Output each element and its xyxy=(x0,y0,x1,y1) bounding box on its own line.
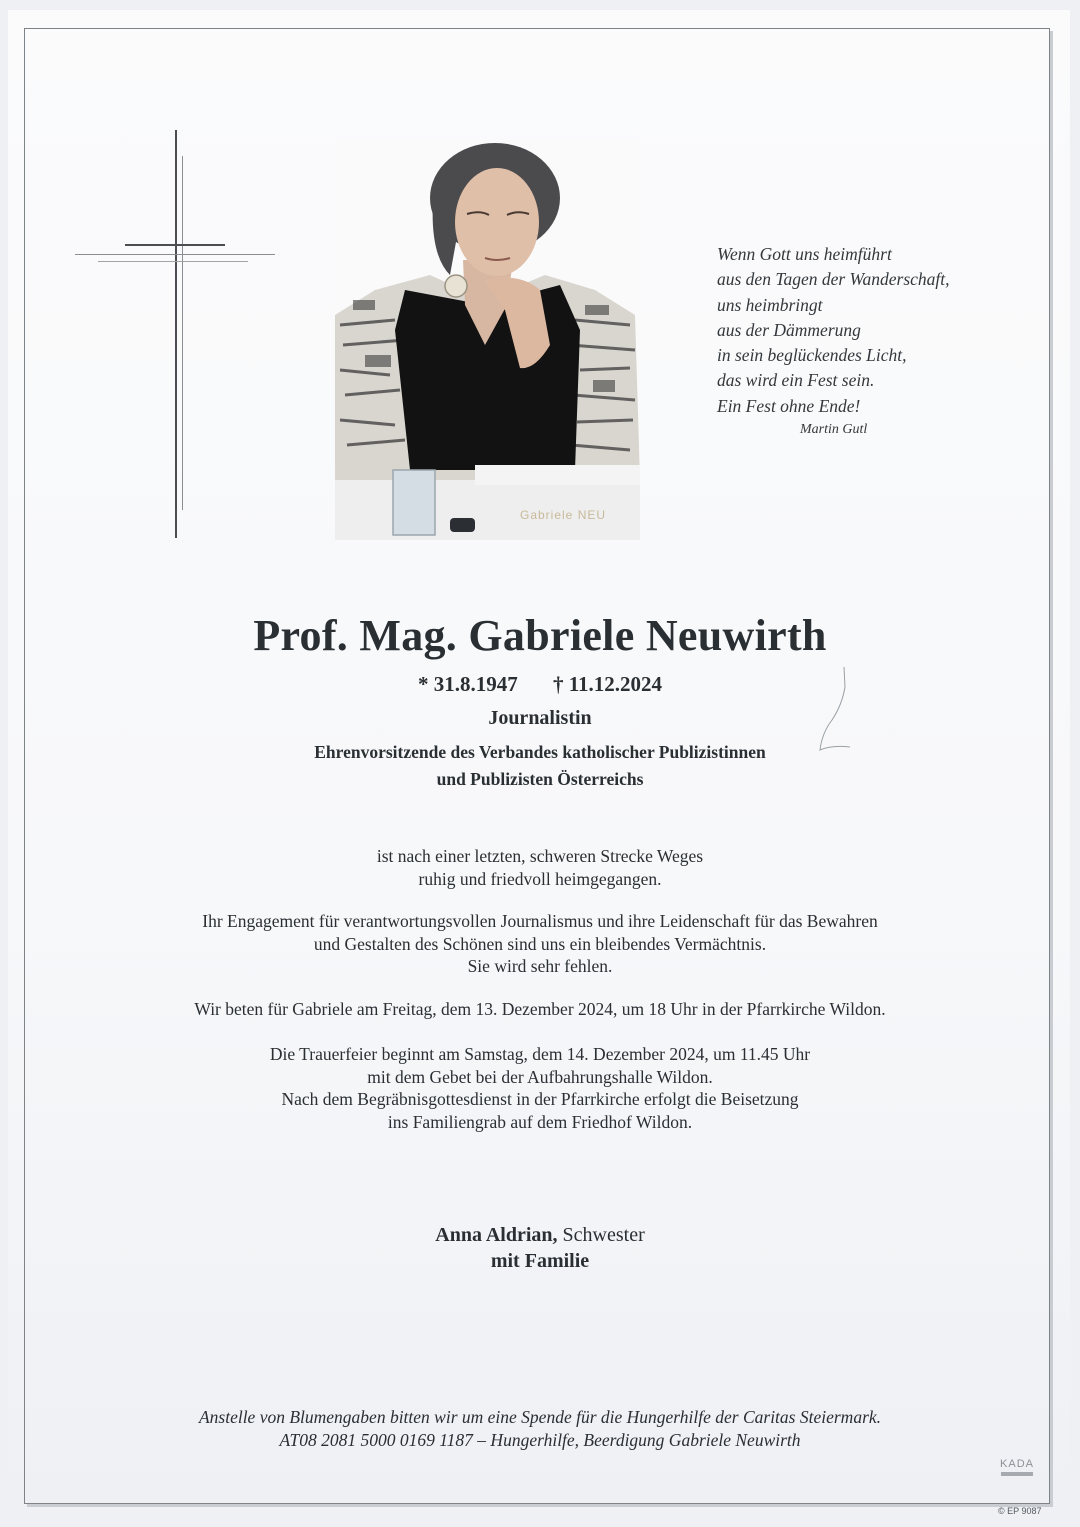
text-line: mit dem Gebet bei der Aufbahrungshalle Wildon. xyxy=(367,1066,713,1087)
signer-relation: Schwester xyxy=(557,1224,645,1246)
paragraph-funeral xyxy=(0,1043,1080,1133)
kada-logo xyxy=(1000,1458,1034,1482)
donation-note xyxy=(0,1406,1080,1451)
signers xyxy=(0,1222,1080,1274)
paragraph-prayer xyxy=(0,998,1080,1021)
poem-line: in sein beglückendes Licht, xyxy=(717,345,907,366)
deceased-name: Prof. Mag. Gabriele Neuwirth xyxy=(253,611,827,660)
cross-icon xyxy=(70,130,280,542)
donation-line: AT08 2081 5000 0169 1187 – Hungerhilfe, Beerdigung Gabriele Neuwirth xyxy=(279,1429,801,1450)
death-date: † 11.12.2024 xyxy=(552,672,663,696)
text-line: Sie wird sehr fehlen. xyxy=(467,956,613,976)
poem-line: uns heimbringt xyxy=(717,294,823,315)
paragraph-passing xyxy=(0,845,1080,890)
poem-line: Wenn Gott uns heimführt xyxy=(717,244,892,264)
signer-name: Anna Aldrian, xyxy=(435,1224,558,1246)
life-dates xyxy=(0,672,1080,697)
signer-family-label: mit Familie xyxy=(490,1250,590,1272)
poem-line: Ein Fest ohne Ende! xyxy=(717,395,861,416)
honor-line: und Publizisten Österreichs xyxy=(436,769,644,789)
text-line: ruhig und friedvoll heimgegangen. xyxy=(418,868,662,889)
poem-line: aus der Dämmerung xyxy=(717,319,861,340)
kada-logo-text: KADA xyxy=(1000,1458,1034,1470)
text-line: und Gestalten des Schönen sind uns ein bleibendes Vermächtnis. xyxy=(313,933,767,954)
honor-title xyxy=(0,739,1080,793)
poem-line: das wird ein Fest sein. xyxy=(717,370,875,391)
signer-family xyxy=(0,1248,1080,1274)
text-line: ins Familiengrab auf dem Friedhof Wildon. xyxy=(387,1111,693,1132)
text-line: Ihr Engagement für verantwortungsvollen Journalismus und ihre Leidenschaft für das Bewahren xyxy=(202,911,878,931)
poem xyxy=(717,242,1017,440)
poem-line: aus den Tagen der Wanderschaft, xyxy=(717,269,950,290)
name-plate-text: Gabriele NEU xyxy=(520,508,607,522)
text-line: Die Trauerfeier beginnt am Samstag, dem 14. Dezember 2024, um 11.45 Uhr xyxy=(269,1044,811,1064)
paragraph-legacy xyxy=(0,910,1080,978)
text-line: Nach dem Begräbnisgottesdienst in der Pfarrkirche erfolgt die Beisetzung xyxy=(281,1089,799,1109)
honor-line: Ehrenvorsitzende des Verbandes katholischer Publizistinnen xyxy=(314,742,766,762)
print-code: © EP 9087 xyxy=(998,1506,1042,1516)
text-line: Wir beten für Gabriele am Freitag, dem 13. Dezember 2024, um 18 Uhr in der Pfarrkirche Wildon. xyxy=(194,999,886,1019)
portrait-photo xyxy=(335,140,640,540)
poem-author: Martin Gutl xyxy=(800,422,868,438)
text-line: ist nach einer letzten, schweren Strecke Weges xyxy=(376,846,704,866)
donation-line: Anstelle von Blumengaben bitten wir um eine Spende für die Hungerhilfe der Caritas Steiermark. xyxy=(198,1407,882,1427)
birth-date: * 31.8.1947 xyxy=(417,672,518,696)
signer-line xyxy=(0,1222,1080,1248)
profession: Journalistin xyxy=(488,707,592,729)
